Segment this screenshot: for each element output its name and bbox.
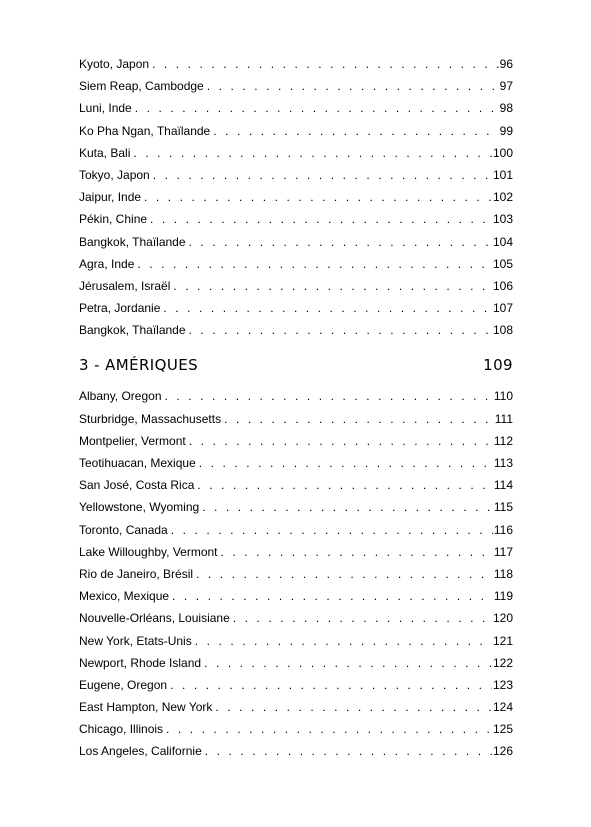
entry-place: Sturbridge, Massachusetts bbox=[79, 411, 222, 426]
entry-place: Teotihuacan, Mexique bbox=[79, 456, 196, 470]
toc-entry[interactable] bbox=[79, 696, 513, 718]
dot-leader bbox=[213, 120, 498, 142]
dot-leader bbox=[133, 142, 492, 164]
dot-leader bbox=[197, 474, 492, 496]
entry-page-number: 112 bbox=[493, 433, 513, 448]
dot-leader bbox=[189, 319, 492, 341]
entry-place: San José, Costa Rica bbox=[79, 478, 195, 493]
entry-page-number: 121 bbox=[492, 633, 513, 648]
toc-entry[interactable] bbox=[79, 142, 513, 164]
asia-entries-list bbox=[79, 53, 513, 341]
dot-leader bbox=[153, 164, 492, 186]
dot-leader bbox=[152, 53, 499, 75]
entry-place: Los Angeles, Californie bbox=[79, 744, 202, 759]
toc-entry[interactable] bbox=[79, 585, 513, 607]
entry-page-number: 115 bbox=[493, 500, 513, 515]
entry-page-number: 96 bbox=[499, 57, 513, 71]
toc-entry[interactable] bbox=[79, 630, 513, 652]
toc-entry[interactable] bbox=[79, 97, 513, 119]
entry-place: Toronto, Canada bbox=[79, 522, 168, 537]
dot-leader bbox=[205, 740, 492, 762]
entry-place: East Hampton, New York bbox=[79, 700, 213, 715]
dot-leader bbox=[195, 630, 492, 652]
entry-page-number: 113 bbox=[493, 456, 513, 470]
dot-leader bbox=[173, 275, 492, 297]
entry-page-number: 100 bbox=[492, 145, 513, 160]
entry-page-number: 119 bbox=[493, 589, 513, 604]
entry-page-number: 123 bbox=[492, 677, 513, 692]
entry-page-number: 125 bbox=[492, 722, 513, 737]
dot-leader bbox=[166, 718, 492, 740]
section-heading-americas[interactable] bbox=[79, 353, 513, 377]
entry-place: Kuta, Bali bbox=[79, 145, 131, 160]
entry-page-number: 126 bbox=[492, 744, 513, 759]
entry-page-number: 110 bbox=[493, 389, 513, 404]
dot-leader bbox=[171, 519, 493, 541]
entry-place: Chicago, Illinois bbox=[79, 722, 164, 737]
entry-page-number: 107 bbox=[492, 301, 513, 316]
dot-leader bbox=[135, 97, 499, 119]
dot-leader bbox=[150, 208, 492, 230]
entry-place: Siem Reap, Cambodge bbox=[79, 79, 204, 94]
entry-page-number: 116 bbox=[493, 522, 513, 537]
toc-entry[interactable] bbox=[79, 408, 513, 430]
dot-leader bbox=[199, 452, 493, 474]
entry-place: New York, Etats-Unis bbox=[79, 633, 192, 648]
table-of-contents bbox=[79, 53, 513, 763]
dot-leader bbox=[196, 563, 493, 585]
entry-page-number: 105 bbox=[492, 256, 513, 271]
section-page-number: 109 bbox=[483, 356, 513, 375]
entry-place: Newport, Rhode Island bbox=[79, 655, 202, 670]
entry-place: Nouvelle-Orléans, Louisiane bbox=[79, 611, 230, 626]
entry-place: Yellowstone, Wyoming bbox=[79, 500, 200, 515]
dot-leader bbox=[202, 496, 493, 518]
toc-entry[interactable] bbox=[79, 452, 513, 474]
dot-leader bbox=[189, 430, 493, 452]
dot-leader bbox=[224, 408, 494, 430]
entry-page-number: 117 bbox=[493, 544, 513, 559]
toc-entry[interactable] bbox=[79, 674, 513, 696]
toc-entry[interactable] bbox=[79, 319, 513, 341]
toc-entry[interactable] bbox=[79, 541, 513, 563]
dot-leader bbox=[165, 385, 493, 407]
toc-entry[interactable] bbox=[79, 53, 513, 75]
entry-page-number: 108 bbox=[492, 323, 513, 338]
entry-place: Eugene, Oregon bbox=[79, 677, 168, 692]
entry-page-number: 106 bbox=[492, 278, 513, 293]
entry-page-number: 114 bbox=[493, 478, 513, 493]
dot-leader bbox=[207, 75, 499, 97]
entry-page-number: 99 bbox=[499, 123, 513, 138]
entry-place: Lake Willoughby, Vermont bbox=[79, 544, 218, 559]
toc-entry[interactable] bbox=[79, 519, 513, 541]
entry-page-number: 101 bbox=[492, 167, 513, 182]
entry-page-number: 124 bbox=[492, 700, 513, 715]
toc-entry[interactable] bbox=[79, 164, 513, 186]
toc-entry[interactable] bbox=[79, 607, 513, 629]
dot-leader bbox=[204, 652, 492, 674]
toc-entry[interactable] bbox=[79, 253, 513, 275]
section-title: 3 - AMÉRIQUES bbox=[79, 356, 199, 375]
toc-entry[interactable] bbox=[79, 563, 513, 585]
entry-place: Agra, Inde bbox=[79, 256, 135, 271]
entry-place: Jérusalem, Israël bbox=[79, 278, 171, 293]
entry-page-number: 104 bbox=[492, 234, 513, 249]
entry-page-number: 97 bbox=[499, 79, 513, 94]
toc-entry[interactable] bbox=[79, 718, 513, 740]
entry-page-number: 102 bbox=[492, 190, 513, 205]
toc-entry[interactable] bbox=[79, 186, 513, 208]
toc-entry[interactable] bbox=[79, 275, 513, 297]
entry-place: Mexico, Mexique bbox=[79, 589, 170, 604]
entry-place: Rio de Janeiro, Brésil bbox=[79, 566, 194, 581]
dot-leader bbox=[144, 186, 492, 208]
entry-place: Luni, Inde bbox=[79, 101, 132, 116]
dot-leader bbox=[189, 231, 492, 253]
dot-leader bbox=[172, 585, 493, 607]
entry-place: Albany, Oregon bbox=[79, 389, 162, 404]
entry-place: Kyoto, Japon bbox=[79, 57, 150, 71]
entry-place: Tokyo, Japon bbox=[79, 167, 150, 182]
dot-leader bbox=[221, 541, 493, 563]
toc-entry[interactable] bbox=[79, 740, 513, 762]
entry-place: Bangkok, Thaïlande bbox=[79, 234, 186, 249]
entry-page-number: 103 bbox=[492, 212, 513, 227]
dot-leader bbox=[137, 253, 492, 275]
entry-place: Jaipur, Inde bbox=[79, 190, 142, 205]
toc-entry[interactable] bbox=[79, 75, 513, 97]
dot-leader bbox=[170, 674, 492, 696]
dot-leader bbox=[215, 696, 492, 718]
toc-entry[interactable] bbox=[79, 208, 513, 230]
entry-page-number: 122 bbox=[492, 655, 513, 670]
toc-entry[interactable] bbox=[79, 652, 513, 674]
entry-place: Montpelier, Vermont bbox=[79, 433, 186, 448]
toc-entry[interactable] bbox=[79, 231, 513, 253]
dot-leader bbox=[233, 607, 492, 629]
entry-place: Petra, Jordanie bbox=[79, 301, 161, 316]
toc-entry[interactable] bbox=[79, 385, 513, 407]
toc-entry[interactable] bbox=[79, 297, 513, 319]
toc-entry[interactable] bbox=[79, 474, 513, 496]
toc-entry[interactable] bbox=[79, 430, 513, 452]
entry-page-number: 120 bbox=[492, 611, 513, 626]
entry-page-number: 111 bbox=[494, 411, 513, 426]
entry-place: Bangkok, Thaïlande bbox=[79, 323, 186, 338]
dot-leader bbox=[163, 297, 492, 319]
entry-place: Ko Pha Ngan, Thaïlande bbox=[79, 123, 211, 138]
americas-entries-list bbox=[79, 385, 513, 762]
entry-place: Pékin, Chine bbox=[79, 212, 148, 227]
entry-page-number: 118 bbox=[493, 566, 513, 581]
toc-entry[interactable] bbox=[79, 496, 513, 518]
toc-entry[interactable] bbox=[79, 120, 513, 142]
entry-page-number: 98 bbox=[499, 101, 513, 116]
